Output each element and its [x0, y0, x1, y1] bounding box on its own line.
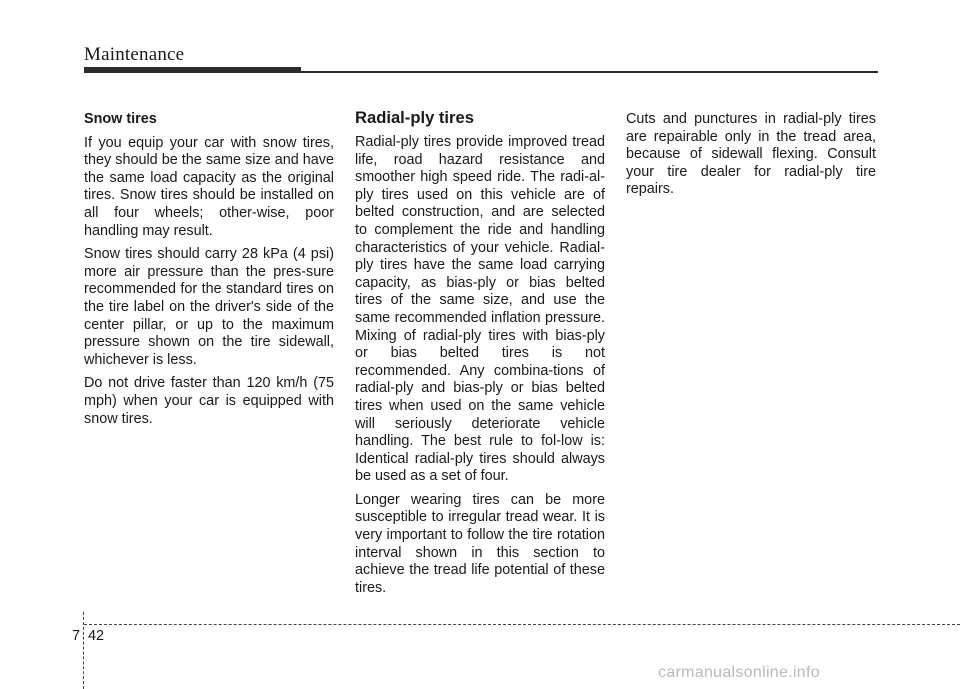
paragraph: Do not drive faster than 120 km/h (75 mph) when your car is equipped with snow tires. — [84, 375, 334, 427]
paragraph: Snow tires should carry 28 kPa (4 psi) more air pressure than the pres-sure recommended for the standard tires on the tire label on the driver's side of the center pillar, or up to the maximum pressure shown on the tire sidewall, whichever is less. — [84, 246, 334, 368]
page-header-title: Maintenance — [84, 44, 185, 65]
subheading-snow-tires: Snow tires — [84, 111, 157, 127]
paragraph: If you equip your car with snow tires, they should be the same size and have the same load capacity as the original tires. Snow tires should be installed on all four wheels; other-wise, poor handling may result. — [84, 134, 334, 239]
text-column-2 — [355, 108, 605, 603]
paragraph: Cuts and punctures in radial-ply tires are repairable only in the tread area, because of sidewall flexing. Consult your tire dealer for radial-ply tire repairs. — [626, 111, 876, 198]
watermark-text: carmanualsonline.info — [658, 664, 820, 681]
footer-divider-horizontal — [84, 624, 960, 625]
footer-page-number: 42 — [88, 628, 105, 644]
header-rule-thick — [84, 67, 301, 73]
footer-divider-vertical — [83, 612, 84, 689]
section-heading-radial-ply-tires: Radial-ply tires — [355, 108, 474, 127]
text-column-1 — [84, 111, 334, 434]
text-column-3 — [626, 111, 876, 205]
paragraph: Longer wearing tires can be more susceptible to irregular tread wear. It is very important to follow the tire rotation interval shown in this section to achieve the tread life potential of these tires. — [355, 491, 605, 596]
footer-chapter-number: 7 — [72, 628, 81, 644]
header-rule-thin — [301, 71, 878, 73]
paragraph: Radial-ply tires provide improved tread life, road hazard resistance and smoother high speed ride. The radi-al-ply tires used on this vehicle are of belted construction, and are selected to complement the ride and handling characteristics of your vehicle. Radial-ply tires have the same load carrying capacity, as bias-ply or bias belted tires of the same size, and use the same recommended inflation pressure. Mixing of radial-ply tires with bias-ply or bias belted tires is not recommended. Any combina-tions of radial-ply and bias-ply or bias belted tires when used on the same vehicle will seriously deteriorate vehicle handling. The best rule to fol-low is: Identical radial-ply tires should always be used as a set of four. — [355, 134, 605, 485]
